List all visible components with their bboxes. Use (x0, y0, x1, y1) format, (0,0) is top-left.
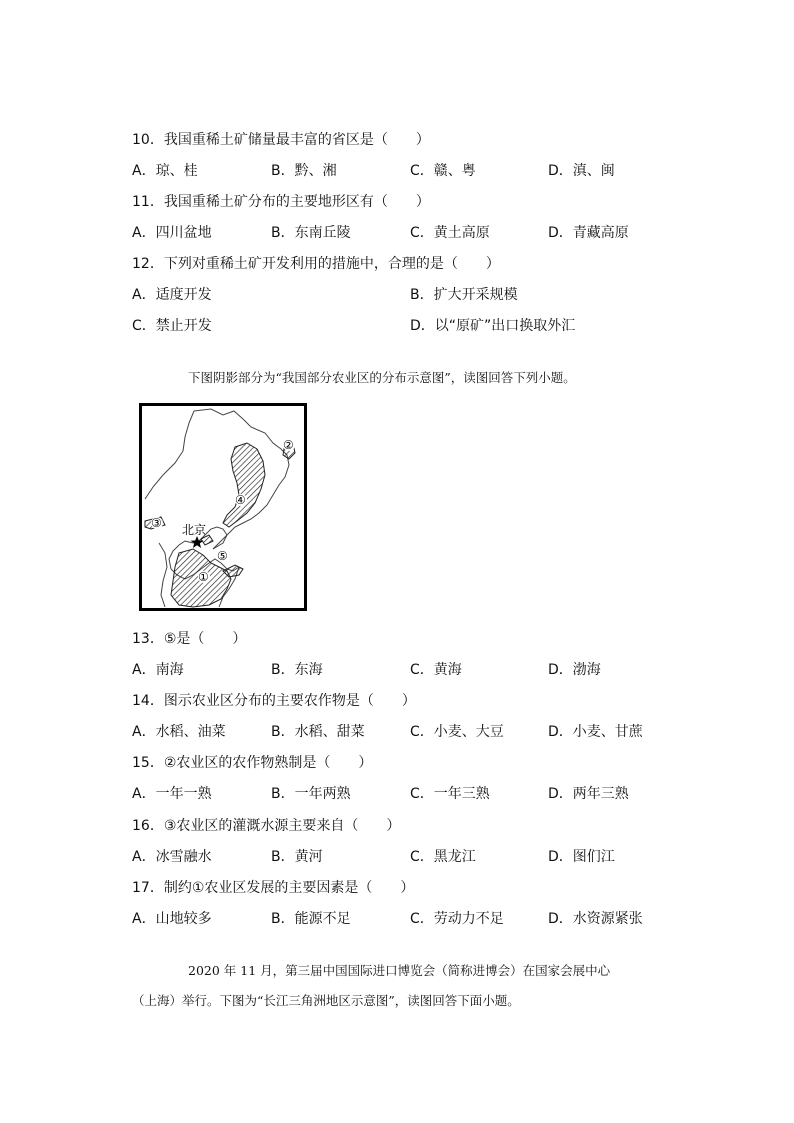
q14-option-d: D．小麦、甘蔗 (548, 724, 643, 740)
q17-stem: 17．制约①农业区发展的主要因素是（ ） (132, 880, 415, 896)
q17-option-c: C．劳动力不足 (410, 911, 504, 927)
q14-option-a: A．水稻、油菜 (132, 724, 226, 740)
agriculture-map (139, 403, 307, 611)
q11-stem: 11．我国重稀土矿分布的主要地形区有（ ） (132, 194, 430, 210)
q10-stem: 10．我国重稀土矿储量最丰富的省区是（ ） (132, 132, 430, 148)
q14-stem: 14．图示农业区分布的主要农作物是（ ） (132, 693, 416, 709)
q15-stem: 15．②农业区的农作物熟制是（ ） (132, 755, 373, 771)
q14-option-c: C．小麦、大豆 (410, 724, 504, 740)
label-beijing: 北京 (182, 523, 207, 537)
q16-option-c: C．黑龙江 (410, 849, 476, 865)
q11-option-b: B．东南丘陵 (271, 225, 351, 241)
q10-option-c: C．赣、粤 (410, 163, 476, 179)
intro2-line1: 2020 年 11 月，第三届中国国际进口博览会（简称进博会）在国家会展中心 (188, 963, 611, 978)
q15-option-a: A．一年一熟 (132, 786, 212, 802)
q13-option-d: D．渤海 (548, 662, 601, 678)
q12-option-b: B．扩大开采规模 (410, 287, 518, 303)
q16-stem: 16．③农业区的灌溉水源主要来自（ ） (132, 818, 401, 834)
q11-option-d: D．青藏高原 (548, 225, 629, 241)
q16-option-d: D．图们江 (548, 849, 615, 865)
q10-option-d: D．滇、闽 (548, 163, 615, 179)
q12-stem: 12．下列对重稀土矿开发利用的措施中，合理的是（ ） (132, 256, 500, 272)
q12-option-a: A．适度开发 (132, 287, 212, 303)
q10-option-b: B．黔、湘 (271, 163, 337, 179)
q13-option-b: B．东海 (271, 662, 323, 678)
q13-stem: 13．⑤是（ ） (132, 631, 247, 647)
q11-option-c: C．黄土高原 (410, 225, 490, 241)
q17-option-a: A．山地较多 (132, 911, 212, 927)
intro2-line2: （上海）举行。下图为“长江三角洲地区示意图”，读图回答下面小题。 (132, 993, 520, 1008)
q11-option-a: A．四川盆地 (132, 225, 212, 241)
label-region-4: ④ (235, 493, 246, 507)
label-region-2: ② (283, 438, 294, 452)
q15-option-b: B．一年两熟 (271, 786, 351, 802)
q10-option-a: A．琼、桂 (132, 163, 198, 179)
q16-option-b: B．黄河 (271, 849, 323, 865)
q15-option-c: C．一年三熟 (410, 786, 490, 802)
q12-option-c: C．禁止开发 (132, 318, 212, 334)
label-region-1: ① (198, 570, 209, 584)
q13-option-a: A．南海 (132, 662, 184, 678)
q15-option-d: D．两年三熟 (548, 786, 629, 802)
label-region-5: ⑤ (217, 549, 228, 563)
q17-option-b: B．能源不足 (271, 911, 351, 927)
q12-option-d: D．以“原矿”出口换取外汇 (410, 318, 576, 334)
q13-option-c: C．黄海 (410, 662, 462, 678)
q14-option-b: B．水稻、甜菜 (271, 724, 365, 740)
label-region-3: ③ (151, 516, 162, 530)
q16-option-a: A．冰雪融水 (132, 849, 212, 865)
q17-option-d: D．水资源紧张 (548, 911, 643, 927)
map-intro-text: 下图阴影部分为“我国部分农业区的分布示意图”，读图回答下列小题。 (188, 370, 576, 385)
